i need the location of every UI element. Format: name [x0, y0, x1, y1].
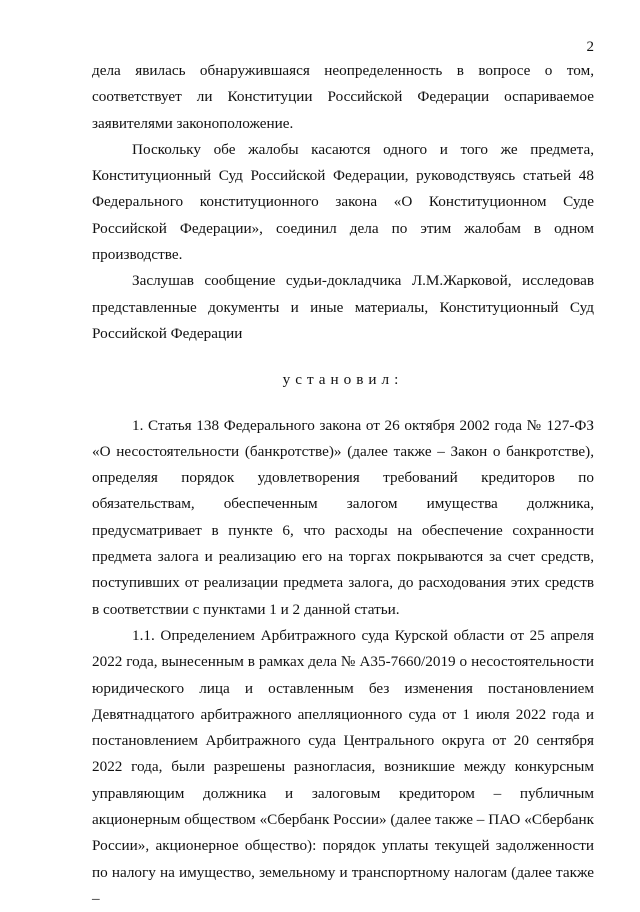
section-heading: установил:	[282, 371, 404, 389]
document-body	[92, 58, 594, 912]
paragraph-article-138: 1. Статья 138 Федерального закона от 26 октября 2002 года № 127-ФЗ «О несостоятельности (банкротстве)» (далее также – Закон о банкротстве), определяя порядок удовлетворения требований кредиторов по обязательствам, обеспеченным залогом имущества должника, предусматривает в пункте 6, что расходы на обеспечение сохранности предмета залога и реализацию его на торгах покрываются за счет средств, поступивших от реализации предмета залога, до расходования этих средств в соответствии с пунктами 1 и 2 данной статьи.	[92, 416, 594, 618]
paragraph-hearing: Заслушав сообщение судьи-докладчика Л.М.Жарковой, исследовав представленные документы и иные материалы, Конституционный Суд Российской Федерации	[92, 272, 594, 342]
paragraph-joinder: Поскольку обе жалобы касаются одного и того же предмета, Конституционный Суд Российской Федерации, руководствуясь статьей 48 Федерального конституционного закона «О Конституционном Суде Российской Федерации», соединил дела по этим жалобам в одном производстве.	[92, 140, 594, 264]
paragraph-case-facts: 1.1. Определением Арбитражного суда Курской области от 25 апреля 2022 года, вынесенным в рамках дела № А35-7660/2019 о несостоятельности юридического лица и оставленным без изменения постановлением Девятнадцатого арбитражного апелляционного суда от 1 июля 2022 года и постановлением Арбитражного суда Центрального округа от 20 сентября 2022 года, были разрешены разногласия, возникшие между конкурсным управляющим должника и залоговым кредитором – публичным акционерным обществом «Сбербанк России» (далее также – ПАО «Сбербанк России», акционерное общество): порядок уплаты текущей задолженности по налогу на имущество, земельному и транспортному налогам (далее также –	[92, 626, 594, 907]
paragraph-continuation: дела явилась обнаружившаяся неопределенность в вопросе о том, соответствует ли Конституции Российской Федерации оспариваемое заявителями законоположение.	[92, 62, 594, 132]
page-number: 2	[586, 39, 594, 55]
